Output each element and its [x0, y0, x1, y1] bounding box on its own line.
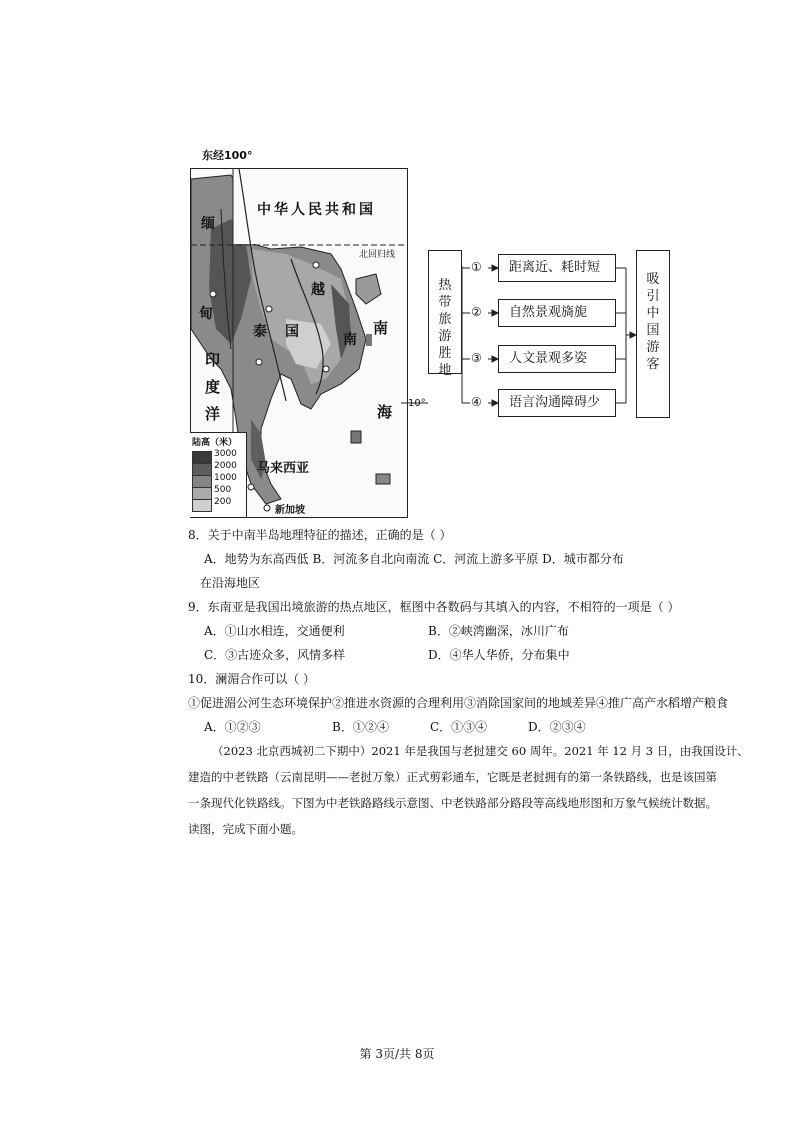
flow-item-3: 人文景观多姿: [498, 345, 616, 373]
label-malaysia: 马来西亚: [257, 461, 310, 476]
legend-value: 3000: [214, 449, 237, 459]
label-myanmar-1: 缅: [201, 216, 215, 232]
q10-option-b: B．①②④: [332, 720, 389, 734]
label-thailand-1: 泰: [253, 324, 267, 340]
label-south-sea-2: 海: [377, 403, 393, 421]
q8-stem: 8．关于中南半岛地理特征的描述，正确的是（ ）: [188, 528, 452, 542]
page-footer: 第 3页/共 8页: [359, 1047, 435, 1061]
q9-option-c: C．③古迹众多，风情多样: [204, 648, 346, 662]
flow-hub-text: 热带旅游胜地: [438, 278, 452, 378]
label-indian-ocean-1: 印: [205, 351, 221, 369]
label-vietnam-1: 越: [311, 282, 325, 298]
flowchart-connectors: [0, 0, 794, 520]
longitude-label: 东经100°: [202, 149, 253, 162]
label-indian-ocean-2: 度: [205, 378, 221, 396]
legend-value: 200: [214, 497, 232, 507]
q10-option-d: D．②③④: [528, 720, 586, 734]
q10-option-c: C．①③④: [430, 720, 488, 734]
legend-value: 1000: [214, 473, 237, 483]
q8-options: A．地势为东高西低 B．河流多自北向南流 C．河流上游多平原 D．城市都分布: [204, 552, 624, 566]
flow-target-box: [636, 250, 670, 418]
q10-stem: 10．澜湄合作可以（ ）: [188, 672, 316, 686]
flow-hub-box: [428, 250, 462, 378]
legend-value: 2000: [214, 461, 237, 471]
q9-stem: 9．东南亚是我国出境旅游的热点地区，框图中各数码与其填入的内容，不相符的一项是（ ）: [188, 600, 680, 614]
q8-continuation: 在沿海地区: [200, 576, 261, 590]
q9-option-d: D．④华人华侨，分布集中: [428, 648, 570, 662]
passage-line-2: 建造的中老铁路（云南昆明——老挝万象）正式剪彩通车，它既是老挝拥有的第一条铁路线，也是该国第: [188, 770, 717, 784]
flow-item-4: 语言沟通障碍少: [498, 389, 616, 417]
q10-items: ①促进湄公河生态环境保护②推进水资源的合理利用③消除国家间的地域差异④推广高产水稻增产粮食: [188, 696, 729, 710]
label-myanmar-2: 甸: [199, 306, 213, 322]
latitude-10-label: 10°: [408, 398, 426, 409]
flow-target-text: 吸引中国游客: [646, 272, 660, 372]
passage-line-3: 一条现代化铁路线。下图为中老铁路路线示意图、中老铁路部分路段等高线地形图和万象气候统计数据。: [188, 796, 717, 810]
label-singapore: 新加坡: [275, 505, 305, 516]
flow-num-2: ②: [471, 305, 482, 319]
flow-num-4: ④: [471, 395, 482, 409]
legend-title: 陆高（米）: [192, 438, 238, 448]
passage-line-4: 读图，完成下面小题。: [188, 822, 303, 836]
flow-num-1: ①: [471, 260, 482, 274]
passage-line-1: （2023 北京西城初二下期中）2021 年是我国与老挝建交 60 周年。2021 年 12 月 3 日，由我国设计、: [212, 744, 749, 758]
legend-value: 500: [214, 485, 232, 495]
q10-option-a: A．①②③: [204, 720, 261, 734]
label-vietnam-2: 南: [343, 332, 357, 348]
label-thailand-2: 国: [285, 324, 299, 340]
label-indian-ocean-3: 洋: [205, 405, 221, 423]
label-tropic: 北回归线: [359, 250, 396, 260]
label-china: 中华人民共和国: [257, 202, 376, 218]
flow-item-1: 距离近、耗时短: [498, 254, 616, 282]
flow-num-3: ③: [471, 351, 482, 365]
label-south-sea-1: 南: [373, 319, 389, 337]
q9-option-b: B．②峡湾幽深，冰川广布: [428, 624, 569, 638]
q9-option-a: A．①山水相连，交通便利: [204, 624, 345, 638]
flow-item-2: 自然景观旖旎: [498, 299, 616, 327]
